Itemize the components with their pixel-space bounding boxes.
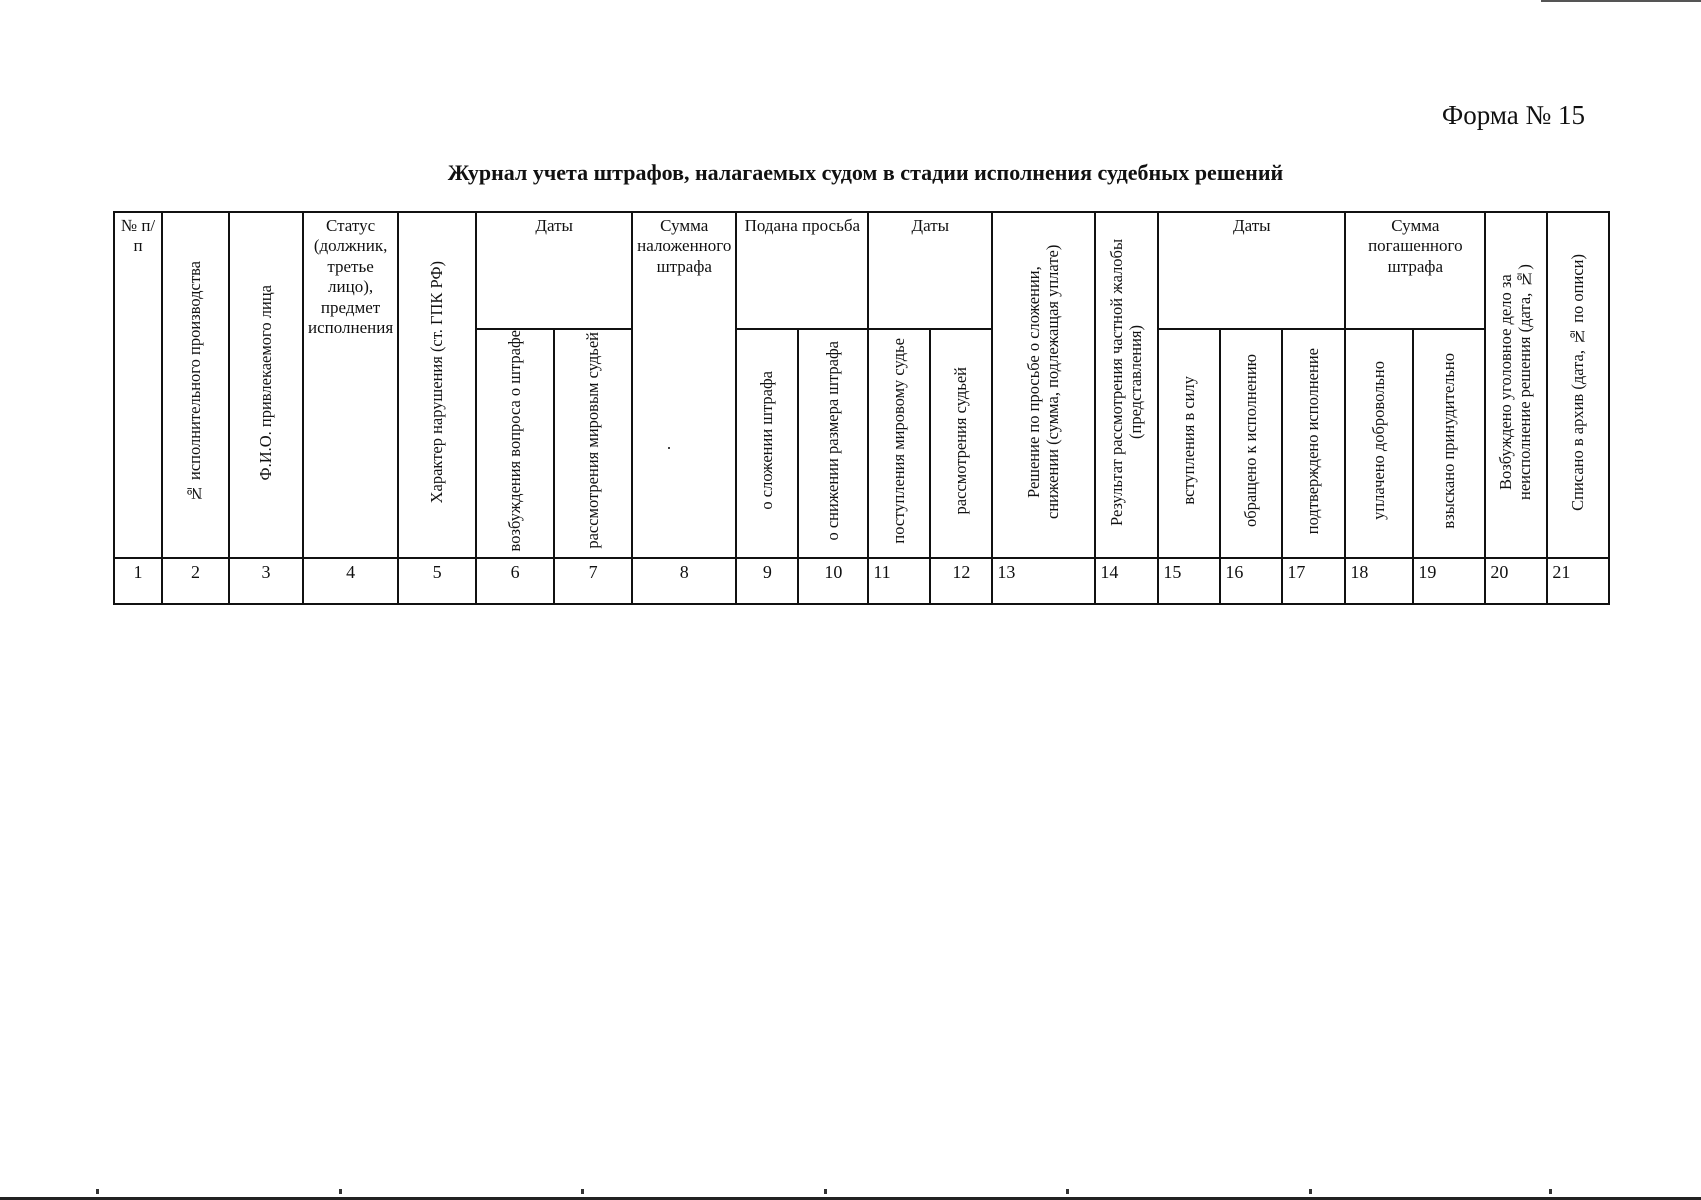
header-enforcement-number-text: № исполнительного производства bbox=[185, 261, 205, 504]
header-appeal-result bbox=[1095, 212, 1158, 558]
header-judge-review bbox=[930, 329, 992, 558]
column-number: 4 bbox=[303, 558, 398, 604]
header-violation-text: Характер нарушения (ст. ГПК РФ) bbox=[426, 261, 446, 504]
column-number: 2 bbox=[162, 558, 229, 604]
journal-table bbox=[113, 211, 1610, 605]
journal-title: Журнал учета штрафов, налагаемых судом в стадии исполнения судебных решений bbox=[447, 160, 1284, 185]
column-number: 18 bbox=[1345, 558, 1413, 604]
header-reduction-request bbox=[798, 329, 868, 558]
header-collected-forcibly-text: взыскано принудительно bbox=[1438, 352, 1458, 529]
header-person-name-text: Ф.И.О. привлекаемого лица bbox=[255, 284, 275, 480]
top-edge-rule bbox=[1541, 0, 1701, 2]
column-number: 21 bbox=[1547, 558, 1609, 604]
binding-hole-mark bbox=[1309, 1189, 1312, 1194]
header-entry-into-force bbox=[1158, 329, 1220, 558]
column-number-row bbox=[114, 558, 1609, 604]
header-dates-a: Даты bbox=[476, 212, 632, 329]
column-number: 19 bbox=[1413, 558, 1485, 604]
binding-hole-mark bbox=[339, 1189, 342, 1194]
header-criminal-case-text: Возбуждено уголовное дело за неисполнение решения (дата, №) bbox=[1496, 264, 1535, 501]
header-fine-initiation bbox=[476, 329, 554, 558]
header-judge-review-text: рассмотрения судьей bbox=[950, 367, 970, 515]
header-criminal-case bbox=[1485, 212, 1547, 558]
column-number: 3 bbox=[229, 558, 303, 604]
column-number: 7 bbox=[554, 558, 632, 604]
column-number: 13 bbox=[992, 558, 1095, 604]
header-decision bbox=[992, 212, 1095, 558]
header-row-number: № п/п bbox=[114, 212, 162, 558]
header-person-name bbox=[229, 212, 303, 558]
header-dates-b: Даты bbox=[868, 212, 992, 329]
header-fine-sum: Сумма наложенного штрафа bbox=[632, 212, 736, 558]
binding-hole-mark bbox=[1066, 1189, 1069, 1194]
column-number: 5 bbox=[398, 558, 476, 604]
header-sent-for-execution bbox=[1220, 329, 1282, 558]
binding-hole-mark bbox=[1549, 1189, 1552, 1194]
column-number: 16 bbox=[1220, 558, 1282, 604]
header-paid-sum: Сумма погашенного штрафа bbox=[1345, 212, 1485, 329]
header-decision-text: Решение по просьбе о сложении, снижении (сумма, подлежащая уплате) bbox=[1023, 245, 1062, 520]
scan-speck bbox=[668, 447, 670, 449]
column-number: 11 bbox=[868, 558, 930, 604]
column-number: 1 bbox=[114, 558, 162, 604]
column-number: 8 bbox=[632, 558, 736, 604]
header-archived-text: Списано в архив (дата, № по описи) bbox=[1567, 253, 1587, 511]
column-number: 15 bbox=[1158, 558, 1220, 604]
header-receipt-magistrate-text: поступления мировому судье bbox=[888, 337, 908, 544]
header-enforcement-number bbox=[162, 212, 229, 558]
header-magistrate-review bbox=[554, 329, 632, 558]
header-receipt-magistrate bbox=[868, 329, 930, 558]
binding-hole-mark bbox=[96, 1189, 99, 1194]
header-dates-c: Даты bbox=[1158, 212, 1345, 329]
header-archived bbox=[1547, 212, 1609, 558]
column-number: 17 bbox=[1282, 558, 1345, 604]
header-entry-into-force-text: вступления в силу bbox=[1178, 376, 1198, 506]
column-number: 12 bbox=[930, 558, 992, 604]
header-execution-confirmed bbox=[1282, 329, 1345, 558]
binding-hole-mark bbox=[581, 1189, 584, 1194]
header-fine-initiation-text: возбуждения вопроса о штрафе bbox=[504, 330, 524, 552]
column-number: 14 bbox=[1095, 558, 1158, 604]
header-sent-for-execution-text: обращено к исполнению bbox=[1240, 354, 1260, 528]
header-status: Статус (должник, третье лицо), предмет исполнения bbox=[303, 212, 398, 558]
header-violation bbox=[398, 212, 476, 558]
header-paid-voluntarily-text: уплачено добровольно bbox=[1368, 361, 1388, 521]
journal-table-wrapper bbox=[113, 211, 1610, 605]
column-number: 10 bbox=[798, 558, 868, 604]
column-number: 9 bbox=[736, 558, 798, 604]
header-execution-confirmed-text: подтверждено исполнение bbox=[1303, 347, 1323, 534]
header-request: Подана просьба bbox=[736, 212, 868, 329]
binding-hole-mark bbox=[824, 1189, 827, 1194]
header-magistrate-review-text: рассмотрения мировым судьей bbox=[582, 332, 602, 550]
header-remission-request-text: о сложении штрафа bbox=[756, 371, 776, 511]
form-number: Форма № 15 bbox=[1441, 100, 1585, 130]
header-remission-request bbox=[736, 329, 798, 558]
column-number: 20 bbox=[1485, 558, 1547, 604]
header-collected-forcibly bbox=[1413, 329, 1485, 558]
header-reduction-request-text: о снижении размера штрафа bbox=[822, 340, 842, 541]
header-appeal-result-text: Результат рассмотрения частной жалобы (представления) bbox=[1106, 238, 1145, 526]
header-paid-voluntarily bbox=[1345, 329, 1413, 558]
column-number: 6 bbox=[476, 558, 554, 604]
